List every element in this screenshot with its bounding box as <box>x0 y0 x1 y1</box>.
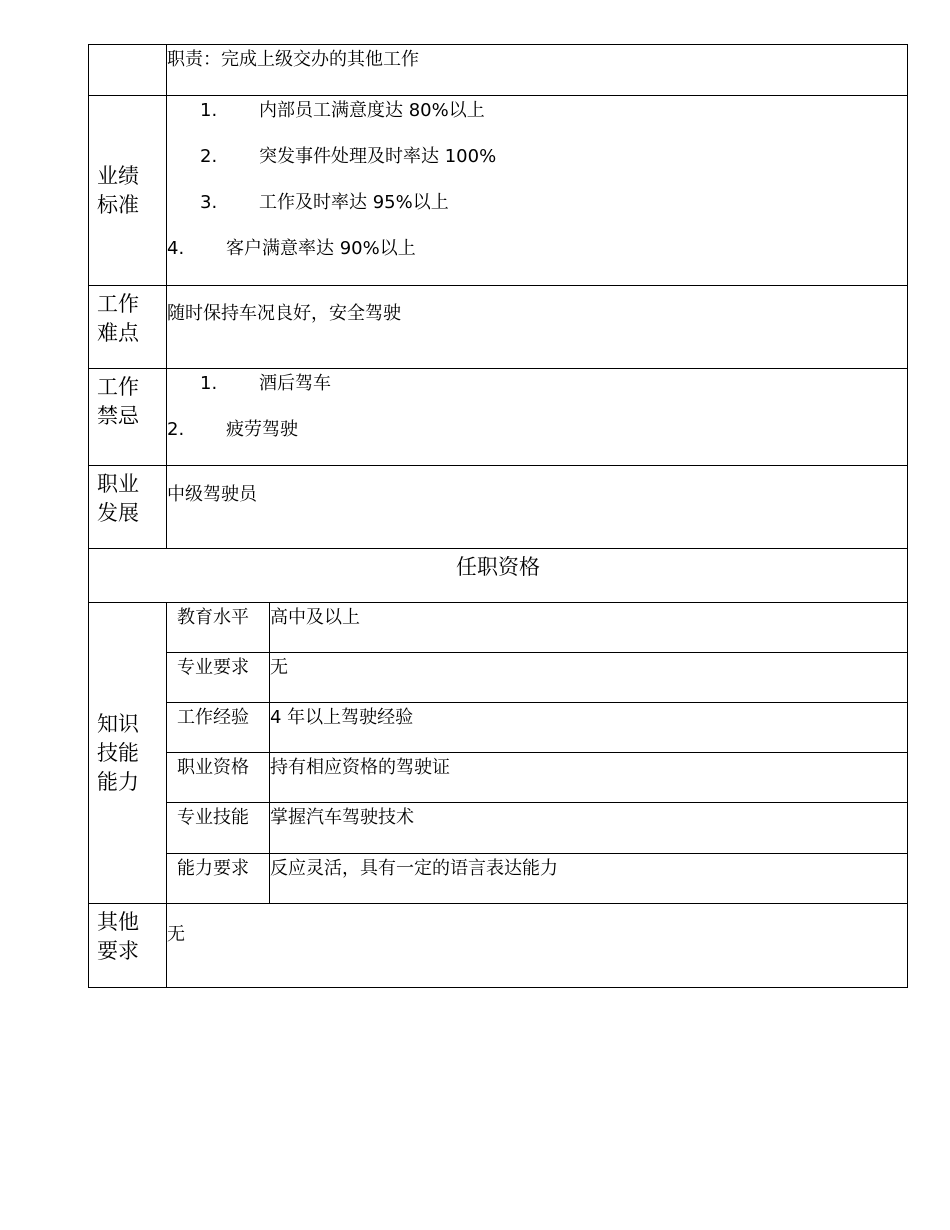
knowledge-label <box>89 603 167 904</box>
knowledge-value: 无 <box>270 653 908 703</box>
qualification-header-row <box>89 549 908 603</box>
table-row <box>89 653 908 703</box>
table-row <box>89 854 908 904</box>
knowledge-key: 专业技能 <box>167 803 270 854</box>
list-item: 3. 工作及时率达 95%以上 <box>200 192 449 213</box>
other-label-line2: 要求 <box>97 939 139 963</box>
performance-label-line2: 标准 <box>97 192 139 217</box>
taboo-label <box>89 369 167 466</box>
knowledge-key: 专业要求 <box>167 653 270 703</box>
knowledge-key: 职业资格 <box>167 753 270 803</box>
table-row <box>89 703 908 753</box>
knowledge-label-line1: 知识 <box>97 711 139 736</box>
knowledge-key: 能力要求 <box>167 854 270 904</box>
performance-label <box>89 96 167 286</box>
other-label <box>89 904 167 988</box>
taboo-list <box>167 369 908 466</box>
other-text: 无 <box>167 904 908 988</box>
duty-text: 职责：完成上级交办的其他工作 <box>167 45 908 96</box>
career-label <box>89 466 167 549</box>
career-row <box>89 466 908 549</box>
knowledge-value: 反应灵活，具有一定的语言表达能力 <box>270 854 908 904</box>
duty-row <box>89 45 908 96</box>
knowledge-value: 掌握汽车驾驶技术 <box>270 803 908 854</box>
knowledge-key: 工作经验 <box>167 703 270 753</box>
taboo-label-line1: 工作 <box>97 375 139 399</box>
list-item: 1. 内部员工满意度达 80%以上 <box>200 100 485 121</box>
knowledge-value: 高中及以上 <box>270 603 908 653</box>
career-label-line2: 发展 <box>97 501 139 525</box>
difficulty-label-line2: 难点 <box>97 321 139 345</box>
qualification-title: 任职资格 <box>89 549 908 603</box>
knowledge-key: 教育水平 <box>167 603 270 653</box>
list-item: 1. 酒后驾车 <box>200 373 331 394</box>
knowledge-label-line2: 技能 <box>97 740 139 765</box>
career-label-line1: 职业 <box>97 472 139 496</box>
difficulty-text: 随时保持车况良好，安全驾驶 <box>167 286 908 369</box>
taboo-label-line2: 禁忌 <box>97 404 139 428</box>
table-row <box>89 603 908 653</box>
other-label-line1: 其他 <box>97 910 139 934</box>
job-description-table <box>88 44 908 988</box>
career-text: 中级驾驶员 <box>167 466 908 549</box>
knowledge-label-line3: 能力 <box>97 769 139 794</box>
difficulty-label-line1: 工作 <box>97 292 139 316</box>
knowledge-value: 4 年以上驾驶经验 <box>270 703 908 753</box>
knowledge-value: 持有相应资格的驾驶证 <box>270 753 908 803</box>
table-row <box>89 753 908 803</box>
other-row <box>89 904 908 988</box>
duty-label-cell <box>89 45 167 96</box>
difficulty-row <box>89 286 908 369</box>
table-row <box>89 803 908 854</box>
taboo-row <box>89 369 908 466</box>
performance-label-line1: 业绩 <box>97 163 139 188</box>
performance-list <box>167 96 908 286</box>
list-item: 2. 疲劳驾驶 <box>167 419 298 440</box>
list-item: 2. 突发事件处理及时率达 100% <box>200 146 497 167</box>
difficulty-label <box>89 286 167 369</box>
list-item: 4. 客户满意率达 90%以上 <box>167 238 416 259</box>
performance-row <box>89 96 908 286</box>
